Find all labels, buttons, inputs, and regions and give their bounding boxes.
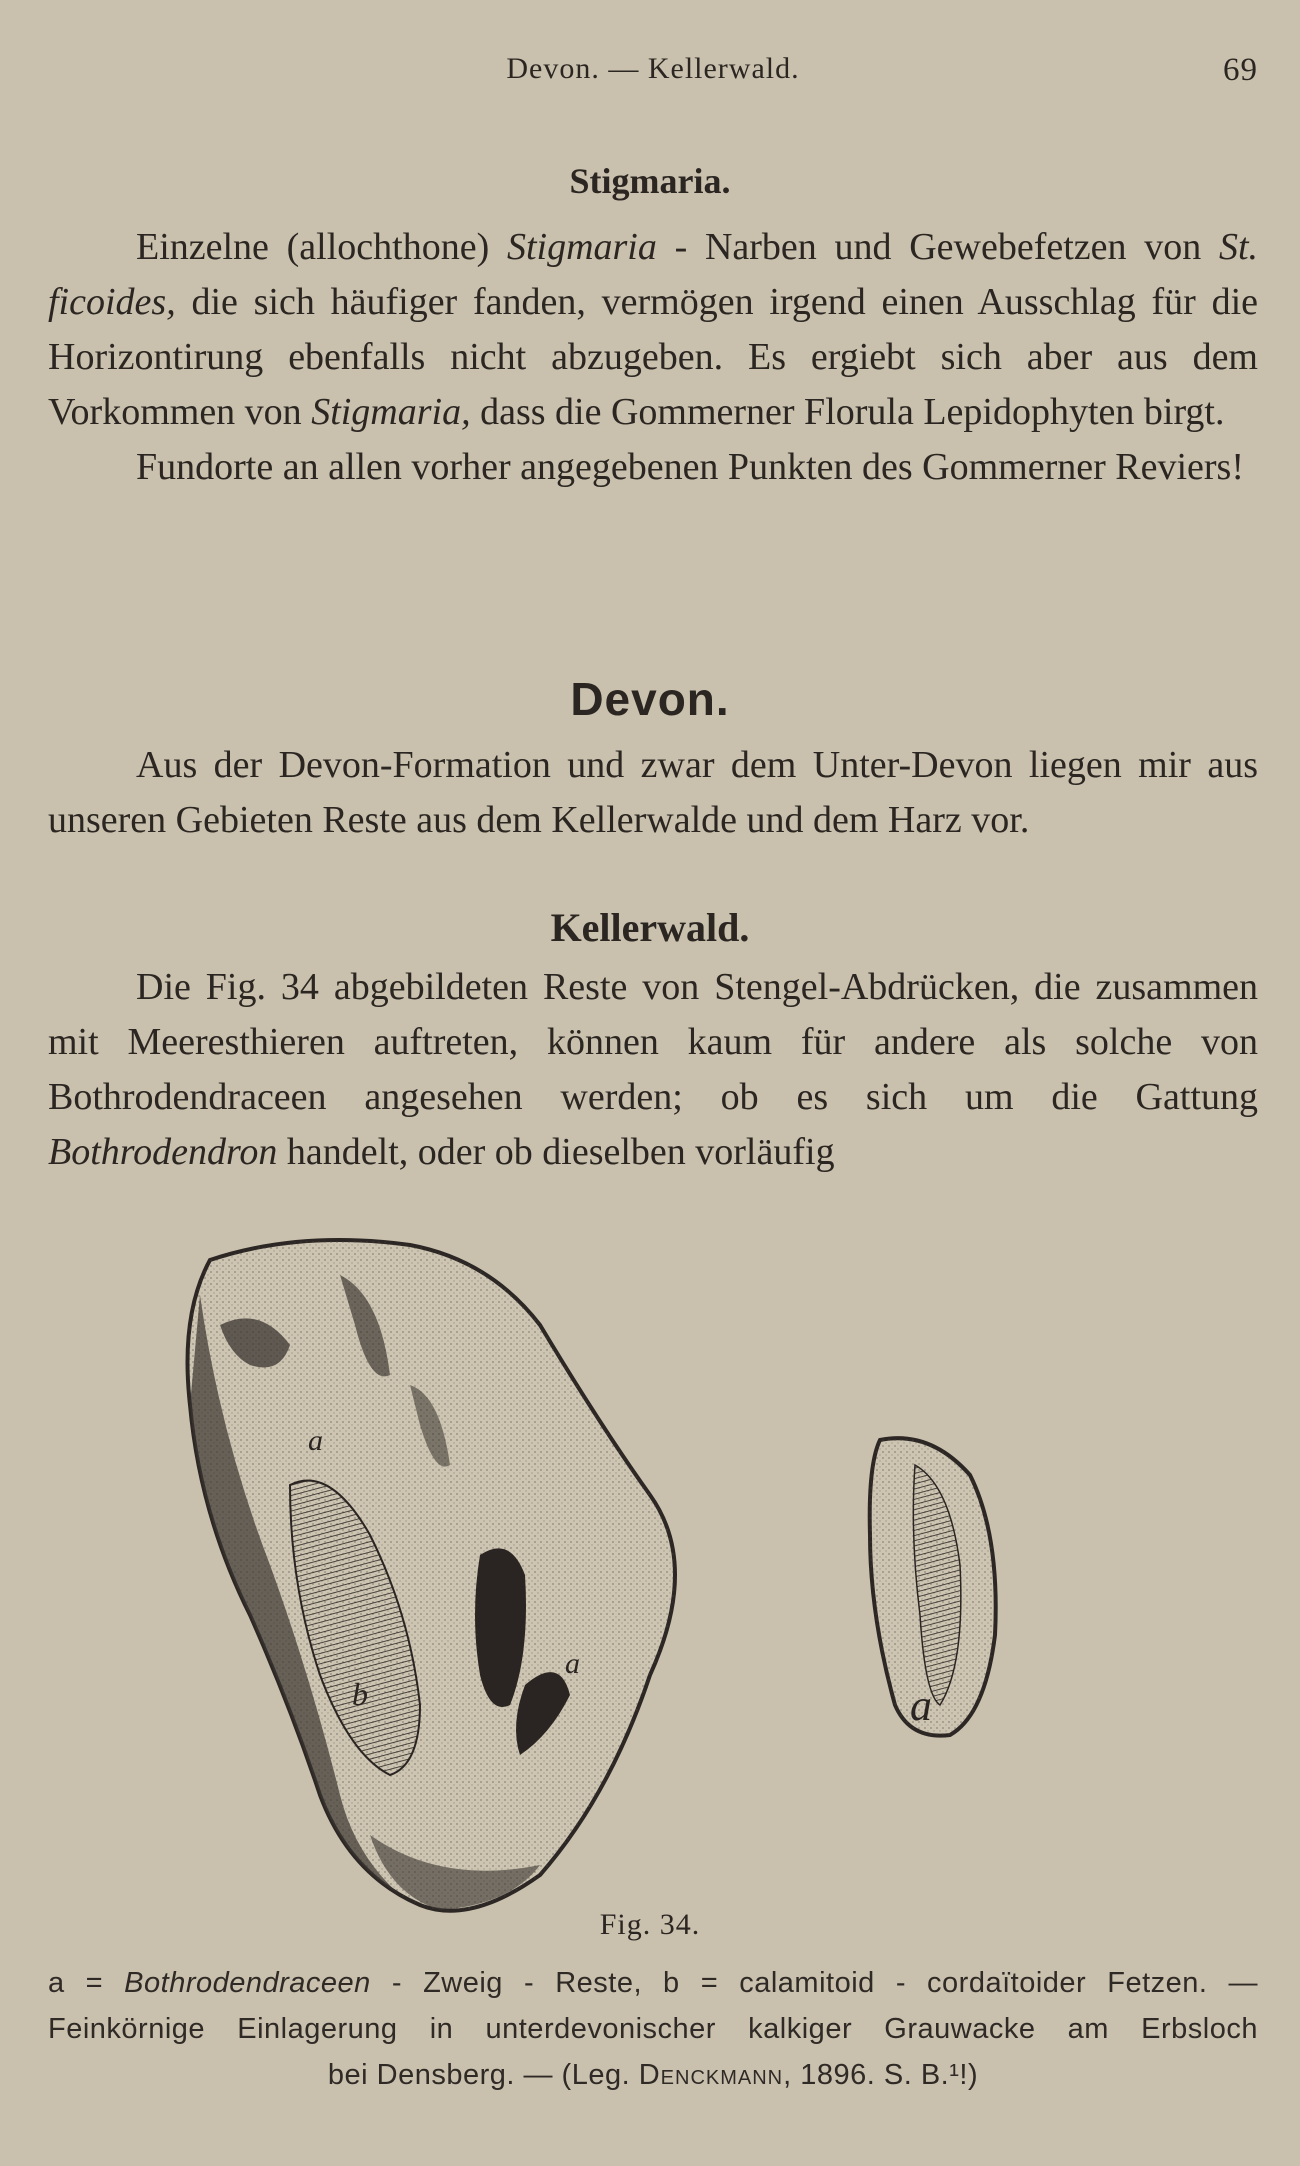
- stigmaria-paragraph-1: [48, 220, 1258, 440]
- text-run: handelt, oder ob dieselben vorläufig: [277, 1131, 835, 1173]
- text-run: - Zweig - Reste, b = calamitoid - cordaïtoider Fetzen. —: [370, 1967, 1258, 1999]
- collector-name: Denckmann: [638, 2059, 784, 2091]
- text-run: - Narben und Gewebefetzen von: [656, 226, 1219, 268]
- figure-label: Fig. 34.: [599, 1908, 701, 1941]
- devon-paragraph-1: Aus der Devon-Formation und zwar dem Unter-Devon liegen mir aus unseren Gebieten Reste aus dem Kellerwalde und dem Harz vor.: [48, 744, 1258, 841]
- running-title: Devon. — Kellerwald.: [506, 52, 800, 85]
- text-run: , 1896. S. B.¹!): [783, 2059, 979, 2091]
- page-number: 69: [1223, 52, 1258, 88]
- italic-term: Stigmaria: [506, 226, 657, 268]
- text-run: Einzelne (allochthone): [136, 226, 507, 268]
- italic-term: St. ficoides,: [48, 226, 1258, 323]
- kellerwald-paragraph-1: [48, 960, 1258, 1180]
- running-header: [48, 52, 1258, 96]
- italic-term: Stigmaria,: [311, 391, 471, 433]
- devon-text: [48, 738, 1258, 848]
- fossil-figure: [180, 1235, 1100, 1915]
- figure-caption: [48, 1960, 1258, 2098]
- figure-letter-b: b: [352, 1676, 368, 1712]
- rock-fragment-large: [188, 1240, 676, 1911]
- heading-kellerwald: Kellerwald.: [550, 905, 750, 950]
- stigmaria-paragraph-2: Fundorte an allen vorher angegebenen Punkten des Gommerner Reviers!: [136, 446, 1244, 488]
- figure-letter-a-center: a: [565, 1647, 580, 1680]
- text-run: dass die Gommerner Florula Lepidophyten birgt.: [470, 391, 1225, 433]
- caption-line-3: [48, 2052, 1258, 2098]
- heading-stigmaria: Stigmaria.: [569, 161, 731, 201]
- figure-letter-a-right: a: [910, 1681, 932, 1730]
- italic-term: Bothrodendraceen: [124, 1967, 371, 1999]
- text-run: bei Densberg. — (Leg.: [327, 2059, 639, 2091]
- kellerwald-text: [48, 960, 1258, 1180]
- heading-devon: Devon.: [570, 673, 730, 725]
- text-run: Die Fig. 34 abgebildeten Reste von Stengel-Abdrücken, die zusammen mit Meeresthieren auftreten, können kaum für andere als solche von Bothrodendraceen angesehen werden; ob es sich um die Gattung: [48, 966, 1258, 1118]
- text-run: die sich häufiger fanden, vermögen irgend einen Ausschlag für die Horizontirung ebenfalls nicht abzugeben. Es ergiebt sich aber aus dem Vorkommen von: [48, 281, 1258, 433]
- text-run: a =: [48, 1967, 125, 1999]
- caption-line-1: [48, 1960, 1258, 2006]
- figure-letter-a: a: [308, 1424, 323, 1457]
- rock-fragment-small: [870, 1438, 996, 1735]
- stigmaria-text: [48, 220, 1258, 495]
- fossil-illustration: [180, 1235, 1100, 1915]
- italic-term: Bothrodendron: [48, 1131, 278, 1173]
- caption-line-2: Feinkörnige Einlagerung in unterdevonischer kalkiger Grauwacke am Erbsloch: [48, 2013, 1258, 2045]
